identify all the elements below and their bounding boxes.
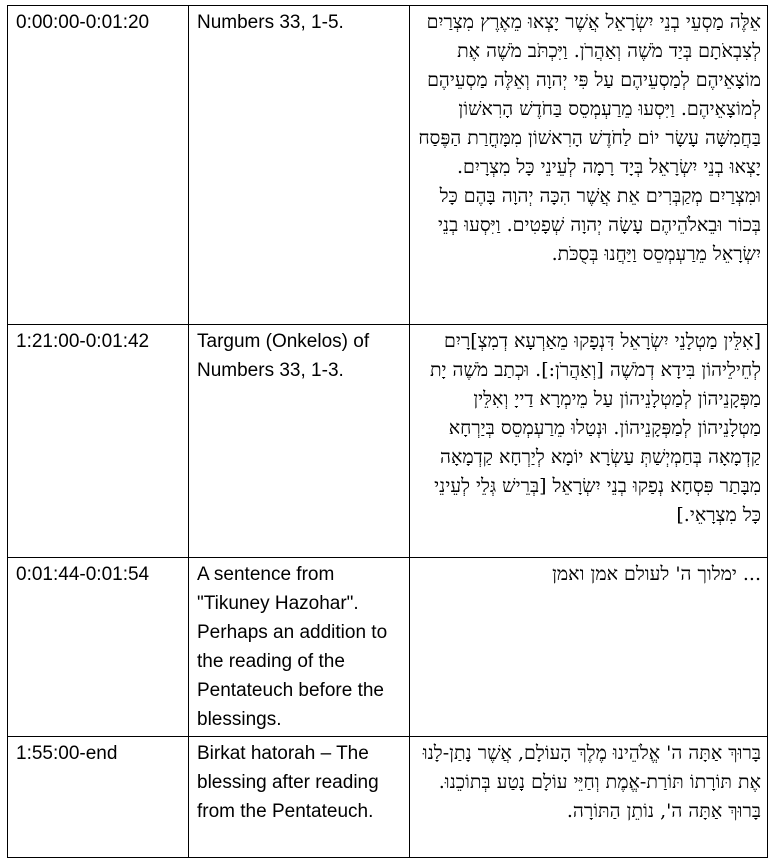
hebrew-text-cell: [אִלֵּין מַטְלָנֵי יִשְׂרָאֵל דִּנְפָקוּ מֵאַרְעָא דְמִצְ]רָיִם לְחֵילֵיהוֹן בִּידָא דְמֹשֶׁה [וְאַהֲרֹן:]. וּכְתַב מֹשֶׁה יָת מַפְּקָנֵיהוֹן לְמַטְלָנֵיהוֹן עַל מֵימְרָא דַייָ וְאִלֵּין מַטְלָנֵיהוֹן לְמַפְּקָנֵיהוֹן. וּנְטַלוּ מֵרַעְמְסֵס בְּיַרְחָא קַדְמָאָה בְּחַמְיְשַׁתְּ עַשְׂרָא יוֹמָא לְיַרְחָא קַדְמָאָה מִבָּתַר פִּסְחָא נְפַקוּ בְנֵי יִשְׂרָאֵל [בְּרֵישׁ גְּלֵי לְעֵינֵי כָּל מִצְרָאֵי.] — [410, 325, 768, 558]
table-row — [8, 325, 768, 558]
description-cell: Numbers 33, 1-5. — [189, 6, 410, 325]
description-cell: A sentence from "Tikuney Hazohar". Perhaps an addition to the reading of the Pentateuch before the blessings. — [189, 558, 410, 737]
hebrew-text-cell: אֵלֶּה מַסְעֵי בְנֵי יִשְׂרָאֵל אֲשֶׁר יָצְאוּ מֵאֶרֶץ מִצְרַיִם לְצִבְאֹתָם בְּיַד מֹשֶׁה וְאַהֲרֹן. וַיִּכְתֹּב מֹשֶׁה אֶת מוֹצָאֵיהֶם לְמַסְעֵיהֶם עַל פִּי יְהוָה וְאֵלֶּה מַסְעֵיהֶם לְמוֹצָאֵיהֶם. וַיִּסְעוּ מֵרַעְמְסֵס בַּחֹדֶשׁ הָרִאשׁוֹן בַּחֲמִשָּׁה עָשָׂר יוֹם לַחֹדֶשׁ הָרִאשׁוֹן מִמָּחֳרַת הַפֶּסַח יָצְאוּ בְנֵי יִשְׂרָאֵל בְּיָד רָמָה לְעֵינֵי כָּל מִצְרָיִם. וּמִצְרַיִם מְקַבְּרִים אֵת אֲשֶׁר הִכָּה יְהוָה בָּהֶם כָּל בְּכוֹר וּבֵאלֹהֵיהֶם עָשָׂה יְהוָה שְׁפָטִים. וַיִּסְעוּ בְנֵי יִשְׂרָאֵל מֵרַעְמְסֵס וַיַּחֲנוּ בְּסֻכֹּת. — [410, 6, 768, 325]
table-row — [8, 737, 768, 858]
time-range-cell: 1:55:00-end — [8, 737, 189, 858]
time-range-cell: 1:21:00-0:01:42 — [8, 325, 189, 558]
reading-table — [7, 5, 768, 858]
table-row — [8, 6, 768, 325]
table-row — [8, 558, 768, 737]
hebrew-text-cell: ... ימלוך ה' לעולם אמן ואמן — [410, 558, 768, 737]
hebrew-text-cell: בָּרוּךְ אַתָּה ה' אֱלֹהֵינוּ מֶלֶךְ הָעוֹלָם, אֲשֶׁר נָתַן-לָנוּ אֶת תּוֹרָתוֹ תּוֹרַת-אֱמֶת וְחַיֵּי עוֹלָם נָטַע בְּתוֹכֵנוּ. בָּרוּךְ אַתָּה ה', נוֹתֵן הַתּוֹרָה. — [410, 737, 768, 858]
time-range-cell: 0:00:00-0:01:20 — [8, 6, 189, 325]
description-cell: Birkat hatorah – The blessing after reading from the Pentateuch. — [189, 737, 410, 858]
time-range-cell: 0:01:44-0:01:54 — [8, 558, 189, 737]
description-cell: Targum (Onkelos) of Numbers 33, 1-3. — [189, 325, 410, 558]
